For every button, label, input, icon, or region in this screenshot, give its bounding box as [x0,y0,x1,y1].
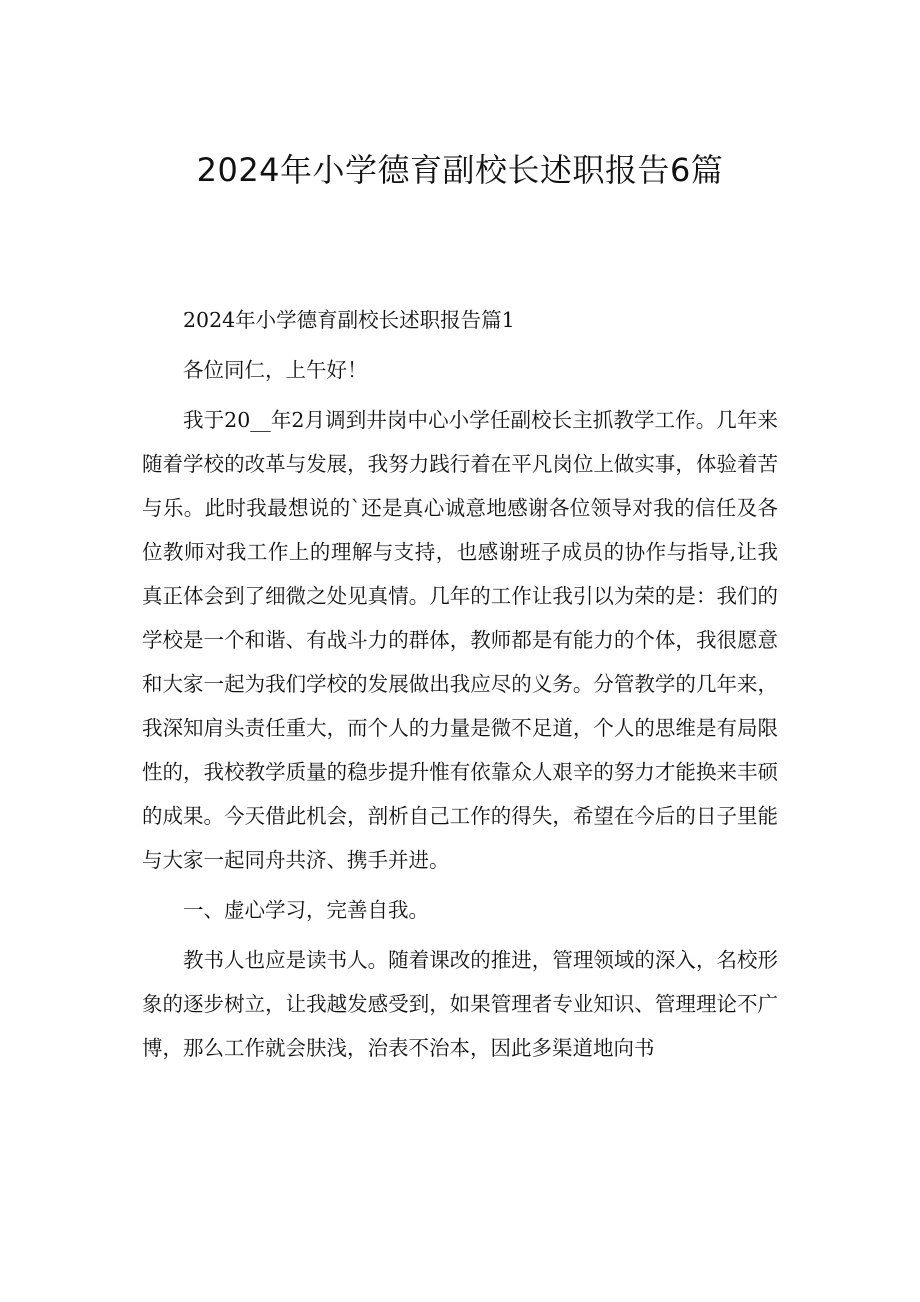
body-paragraph: 教书人也应是读书人。随着课改的推进，管理领域的深入，名校形象的逐步树立，让我越发感受到，如果管理者专业知识、管理理论不广博，那么工作就会肤浅，治表不治本，因此多渠道地向书 [142,948,778,1060]
document-title: 2024年小学德育副校长述职报告6篇 [196,151,724,189]
document-body [142,298,778,1076]
intro-paragraph: 我于20__年2月调到井岗中心小学任副校长主抓教学工作。几年来随着学校的改革与发展，我努力践行着在平凡岗位上做实事，体验着苦与乐。此时我最想说的`还是真心诚意地感谢各位领导对我的信任及各位教师对我工作上的理解与支持，也感谢班子成员的协作与指导,让我真正体会到了细微之处见真情。几年的工作让我引以为荣的是：我们的学校是一个和谐、有战斗力的群体，教师都是有能力的个体，我很愿意和大家一起为我们学校的发展做出我应尽的义务。分管教学的几年来，我深知肩头责任重大，而个人的力量是微不足道，个人的思维是有局限性的，我校教学质量的稳步提升惟有依靠众人艰辛的努力才能换来丰硕的成果。今天借此机会，剖析自己工作的得失，希望在今后的日子里能与大家一起同舟共济、携手并进。 [142,408,778,872]
greeting-paragraph: 各位同仁，上午好！ [183,358,368,382]
subsection-heading: 一、虚心学习，完善自我。 [183,898,429,922]
section-heading: 2024年小学德育副校长述职报告篇1 [183,308,515,332]
